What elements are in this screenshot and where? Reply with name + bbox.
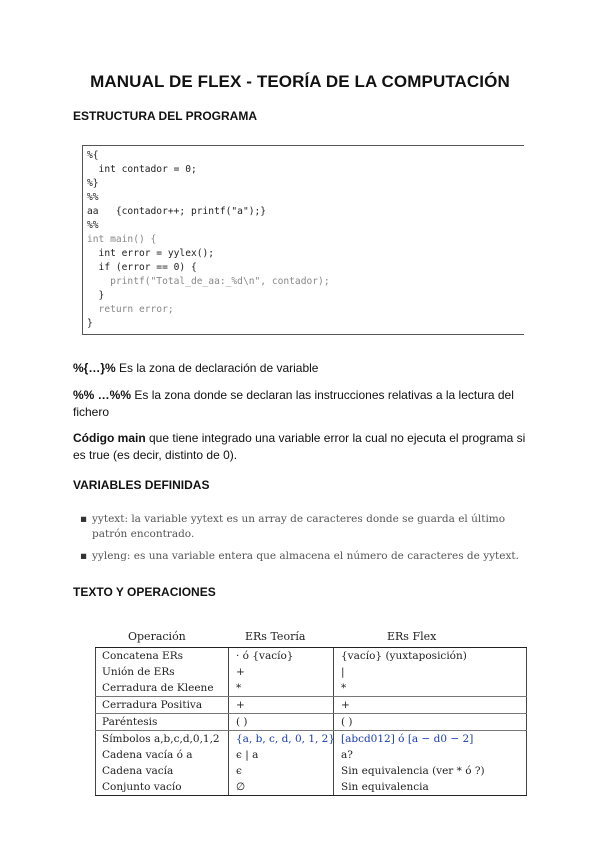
paragraph-keyword: %% …%% xyxy=(73,388,132,402)
table-cell: {vacío} (yuxtaposición) xyxy=(341,650,467,662)
code-line: %{ xyxy=(87,150,99,161)
section-heading-variables: VARIABLES DEFINIDAS xyxy=(73,478,210,492)
table-cell: Cerradura Positiva xyxy=(102,699,203,711)
column-header: ERs Teoría xyxy=(245,630,306,643)
list-item-text: yyleng: es una variable entera que almacena el número de caracteres de yytext. xyxy=(92,550,519,562)
code-line: %} xyxy=(87,178,99,189)
section-heading-structure: ESTRUCTURA DEL PROGRAMA xyxy=(73,109,258,123)
table-cell: a? xyxy=(341,749,353,761)
table-row xyxy=(95,680,527,697)
paragraph-text: que tiene integrado una variable error la cual no ejecuta el programa si es true (es decir, distinto de 0). xyxy=(73,431,526,462)
table-row xyxy=(95,779,527,795)
code-line: %% xyxy=(87,192,99,203)
table-cell: {a, b, c, d, 0, 1, 2} xyxy=(236,733,336,745)
table-cell: * xyxy=(236,682,242,694)
code-block xyxy=(82,145,524,335)
paragraph-keyword: Código main xyxy=(73,431,146,445)
code-line: } xyxy=(87,290,105,301)
table-cell: Sin equivalencia (ver * ó ?) xyxy=(341,765,485,777)
code-line: if (error == 0) { xyxy=(87,262,197,273)
code-line: aa {contador++; printf("a");} xyxy=(87,206,267,217)
paragraph-rules-zone xyxy=(73,387,533,421)
table-row xyxy=(95,714,527,731)
table-cell: [abcd012] ó [a − d0 − 2] xyxy=(341,733,474,745)
code-line: } xyxy=(87,318,93,329)
table-cell: ϵ xyxy=(236,765,242,777)
paragraph-text: Es la zona de declaración de variable xyxy=(115,361,319,375)
table-row xyxy=(95,697,527,714)
table-cell: Cadena vacía xyxy=(102,765,174,777)
code-line: printf("Total_de_aa:_%d\n", contador); xyxy=(87,276,330,287)
table-cell: ϵ | a xyxy=(236,749,259,761)
table-cell: Sin equivalencia xyxy=(341,781,429,793)
table-row xyxy=(95,763,527,779)
bullet-icon: ▪ xyxy=(80,550,88,562)
section-heading-text-ops: TEXTO Y OPERACIONES xyxy=(73,585,216,599)
code-line: int contador = 0; xyxy=(87,164,197,175)
table-cell: * xyxy=(341,682,347,694)
table-cell: + xyxy=(236,666,245,678)
operations-table xyxy=(95,626,527,796)
document-title: MANUAL DE FLEX - TEORÍA DE LA COMPUTACIÓN xyxy=(90,72,510,91)
table-cell: Paréntesis xyxy=(102,716,158,728)
paragraph-main-code xyxy=(73,430,533,464)
paragraph-declaration-zone xyxy=(73,360,533,377)
paragraph-keyword: %{…}% xyxy=(73,361,116,375)
table-cell: Cadena vacía ó a xyxy=(102,749,193,761)
table-header-row xyxy=(95,626,527,647)
code-line: %% xyxy=(87,220,99,231)
table-row xyxy=(95,731,527,747)
table-body xyxy=(95,647,527,796)
paragraph-text: Es la zona donde se declaran las instrucciones relativas a la lectura del fichero xyxy=(73,388,514,419)
code-line: int error = yylex(); xyxy=(87,248,215,259)
table-row xyxy=(95,648,527,664)
table-cell: Conjunto vacío xyxy=(102,781,182,793)
table-cell: ∅ xyxy=(236,781,246,793)
table-cell: ( ) xyxy=(341,716,353,728)
table-cell: | xyxy=(341,666,345,678)
column-header: Operación xyxy=(128,630,186,643)
list-item-text: yytext: la variable yytext es un array de caracteres donde se guarda el último patrón encontrado. xyxy=(92,513,506,540)
column-header: ERs Flex xyxy=(387,630,437,643)
bullet-icon: ▪ xyxy=(80,513,88,525)
table-cell: Símbolos a,b,c,d,0,1,2 xyxy=(102,733,220,745)
table-cell: · ó {vacío} xyxy=(236,650,294,662)
table-cell: + xyxy=(341,699,350,711)
code-line: return error; xyxy=(87,304,174,315)
table-cell: Unión de ERs xyxy=(102,666,175,678)
table-row xyxy=(95,664,527,680)
table-row xyxy=(95,747,527,763)
code-line: int main() { xyxy=(87,234,157,245)
table-cell: Cerradura de Kleene xyxy=(102,682,214,694)
table-cell: Concatena ERs xyxy=(102,650,184,662)
table-cell: ( ) xyxy=(236,716,248,728)
table-cell: + xyxy=(236,699,245,711)
